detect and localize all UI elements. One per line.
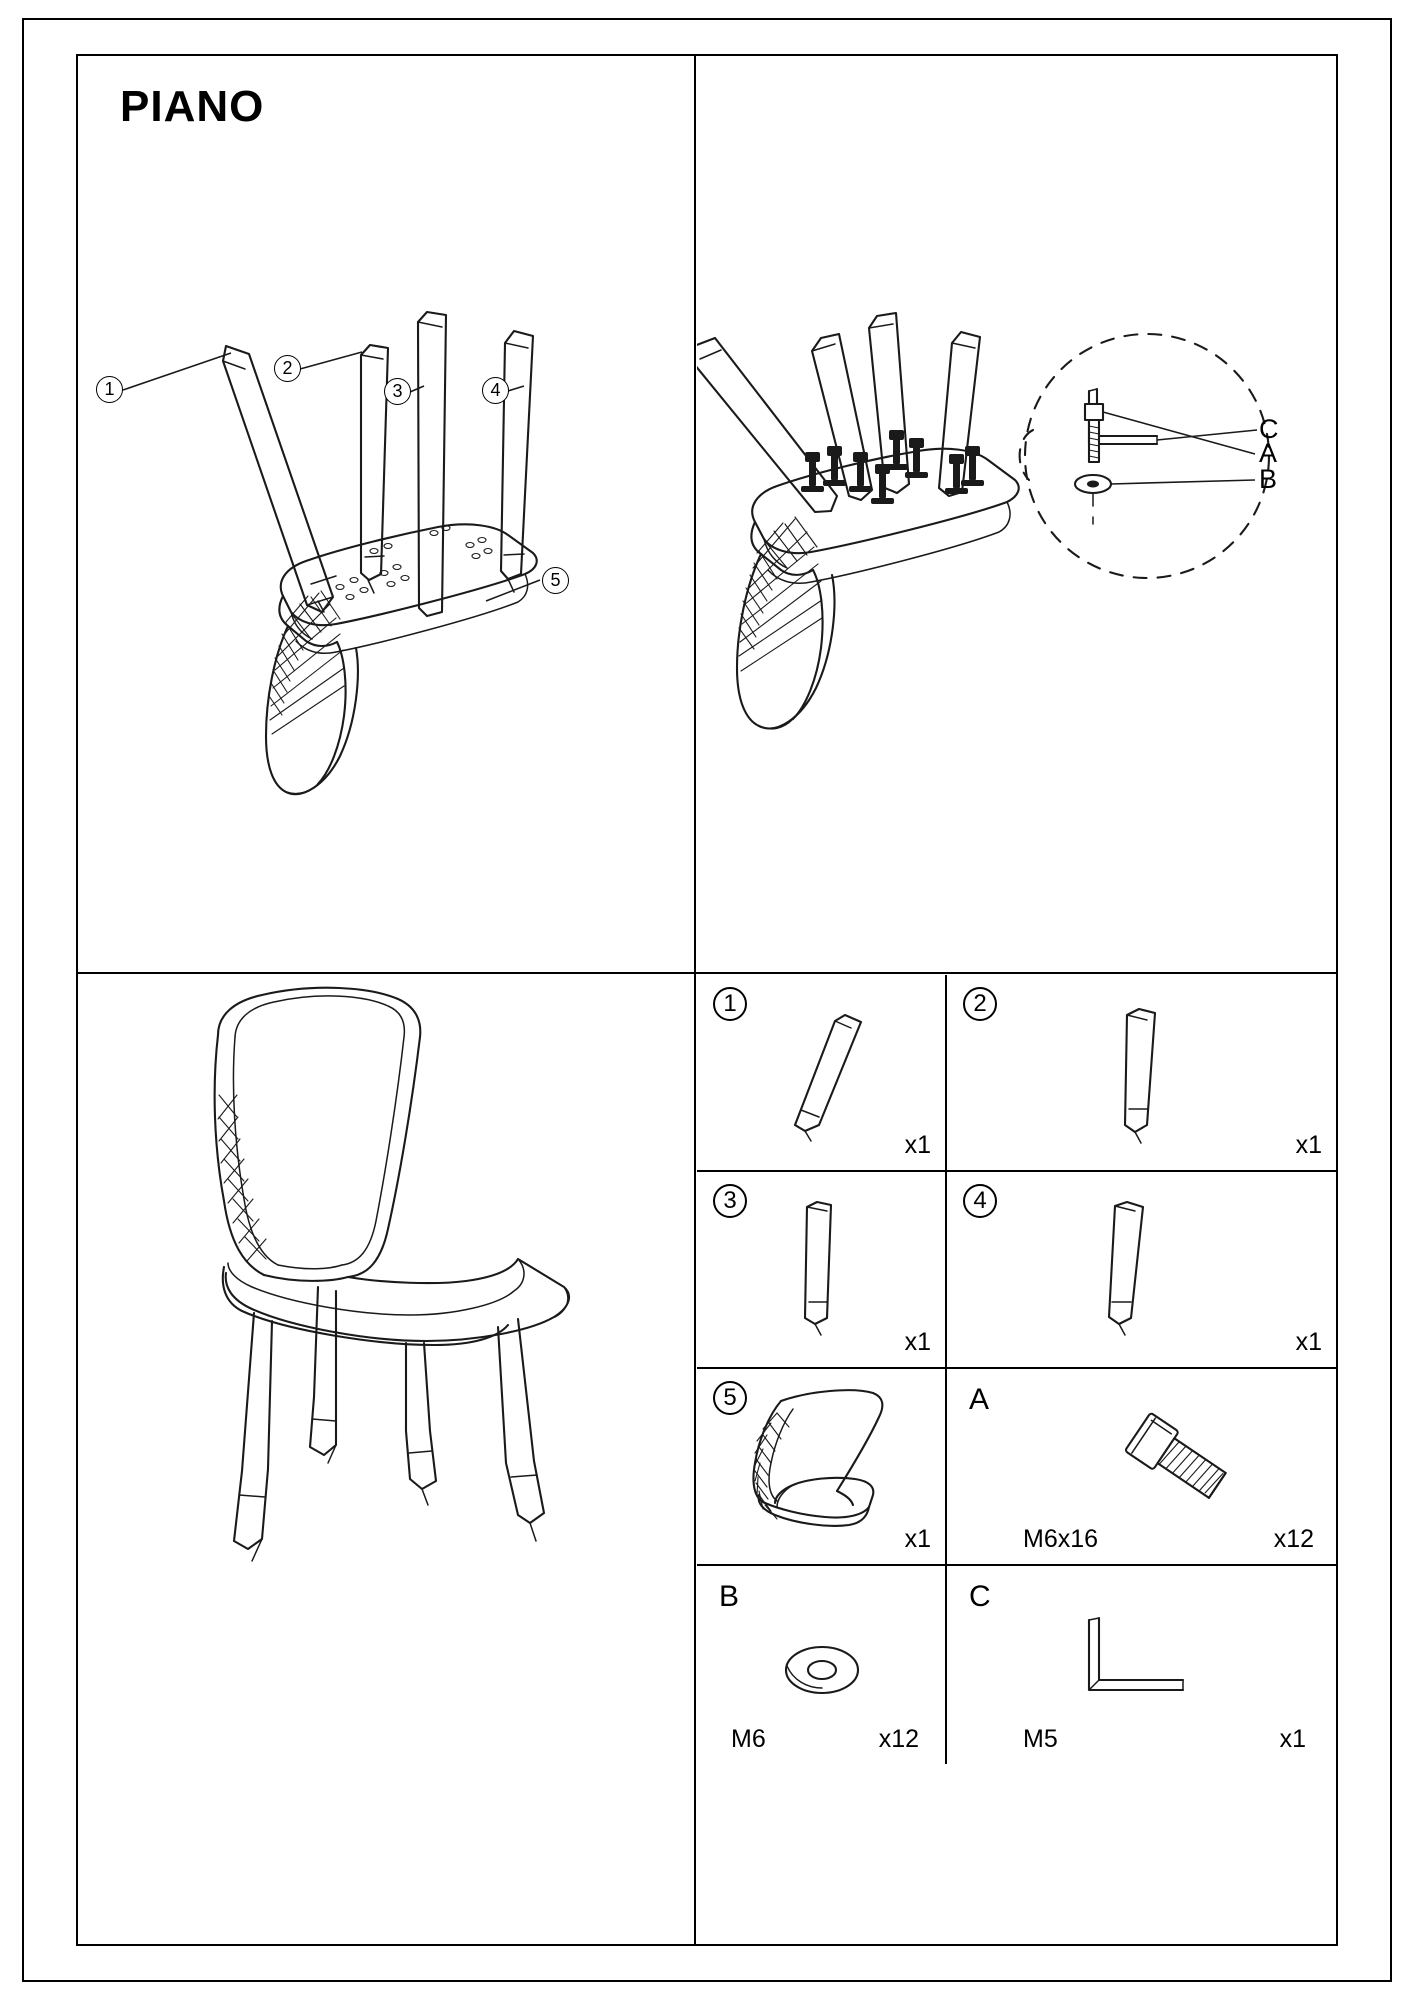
part-cell-1 <box>697 975 947 1172</box>
leg-4-drawing <box>501 331 533 592</box>
leg-3-drawing <box>418 312 446 616</box>
part-cell-b <box>697 1566 947 1764</box>
part-art-leg-4 <box>947 1172 1336 1367</box>
bolt-assemblies <box>801 430 984 504</box>
seat-screw-holes <box>336 526 492 600</box>
detail-label-c: C <box>1259 414 1279 444</box>
callout-3: 3 <box>384 378 411 405</box>
part-marker-3: 3 <box>713 1184 747 1218</box>
callout-2: 2 <box>274 355 301 382</box>
part-cell-c <box>947 1566 1336 1764</box>
part-marker-a: A <box>969 1383 990 1416</box>
part-art-allen-key <box>947 1566 1336 1764</box>
part-marker-1: 1 <box>713 987 747 1021</box>
part-qty-2: x1 <box>1295 1131 1322 1159</box>
part-size-c: M5 <box>1023 1725 1058 1753</box>
detail-label-a: A <box>1259 438 1278 468</box>
allen-key-drawing <box>1089 1618 1183 1690</box>
divider-vertical-top <box>694 54 696 973</box>
leg-2-drawing <box>361 345 388 593</box>
part-marker-2: 2 <box>963 987 997 1021</box>
divider-vertical-bottom <box>694 972 696 1946</box>
seat-shell-small <box>753 1390 882 1526</box>
part-cell-5 <box>697 1369 947 1566</box>
finished-chair-overlay <box>78 975 694 1944</box>
detail-label-b: B <box>1259 464 1278 494</box>
part-art-leg-2 <box>947 975 1336 1170</box>
part-cell-a <box>947 1369 1336 1566</box>
divider-horizontal-middle <box>76 972 1338 974</box>
part-qty-1: x1 <box>904 1131 931 1159</box>
part-qty-b: x12 <box>878 1725 919 1753</box>
part-size-a: M6x16 <box>1023 1525 1099 1553</box>
part-marker-5: 5 <box>713 1381 747 1415</box>
seat-shell-drawing-2 <box>737 449 1019 729</box>
part-marker-b: B <box>719 1580 740 1613</box>
parts-list-grid <box>697 975 1338 1946</box>
bolt-drawing <box>1125 1413 1230 1505</box>
callout-1: 1 <box>96 376 123 403</box>
page-title: PIANO <box>120 82 265 131</box>
part-size-b: M6 <box>731 1725 766 1753</box>
panel-exploded-view <box>78 56 694 972</box>
part-qty-3: x1 <box>904 1328 931 1356</box>
part-qty-a: x12 <box>1273 1525 1314 1553</box>
part-marker-4: 4 <box>963 1184 997 1218</box>
part-qty-5: x1 <box>904 1525 931 1553</box>
part-marker-c: C <box>969 1580 991 1613</box>
part-cell-3 <box>697 1172 947 1369</box>
callout-5: 5 <box>542 567 569 594</box>
leg-1-drawing <box>223 346 336 612</box>
panel-hardware-view <box>697 56 1336 972</box>
part-cell-2 <box>947 975 1336 1172</box>
part-qty-c: x1 <box>1279 1725 1306 1753</box>
callout-4: 4 <box>482 377 509 404</box>
detail-magnifier-circle <box>1025 334 1269 578</box>
seat-shell-drawing <box>266 524 537 794</box>
part-cell-4 <box>947 1172 1336 1369</box>
part-qty-4: x1 <box>1295 1328 1322 1356</box>
callout-leaders <box>123 352 540 601</box>
